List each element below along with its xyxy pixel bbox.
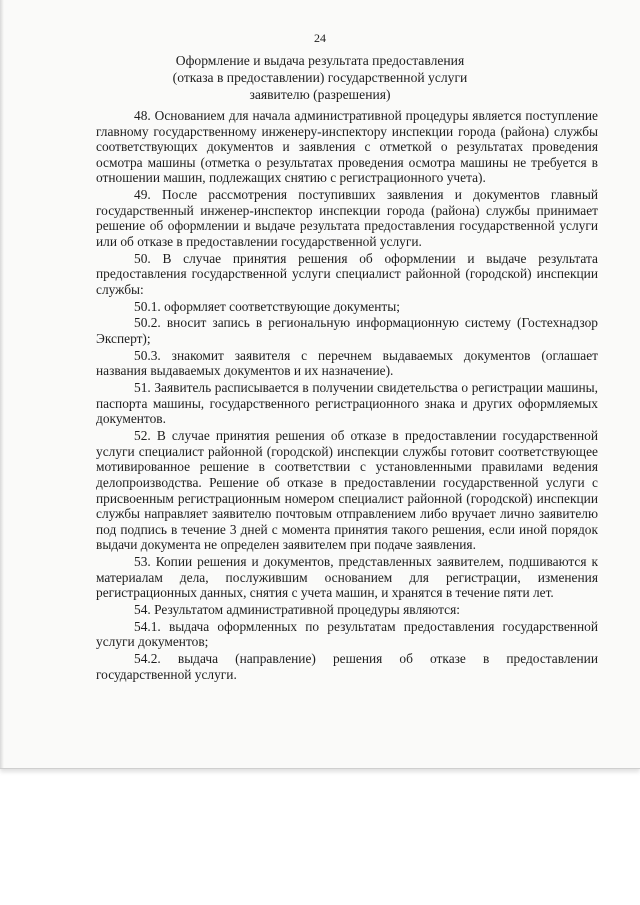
paragraph-50: 50. В случае принятия решения об оформлении и выдаче результата предоставления государственной услуги специалист районной (городской) инспекции службы:	[96, 250, 598, 297]
page-number: 24	[314, 31, 326, 45]
paragraph-50-3: 50.3. знакомит заявителя с перечнем выдаваемых документов (оглашает названия выдаваемых документов и их назначение).	[96, 347, 598, 379]
paragraph-49: 49. После рассмотрения поступивших заявления и документов главный государственный инженер-инспектор инспекции города (района) службы принимает решение об оформлении и выдаче результата предоставления государственной услуги или об отказе в предоставлении государственной услуги.	[96, 187, 598, 249]
paragraph-50-2: 50.2. вносит запись в региональную информационную систему (Гостехнадзор Эксперт);	[96, 315, 598, 347]
paragraph-51: 51. Заявитель расписывается в получении свидетельства о регистрации машины, паспорта машины, государственного регистрационного знака и других оформляемых документов.	[96, 380, 598, 427]
paragraph-53: 53. Копии решения и документов, представленных заявителем, подшиваются к материалам дела, послужившим основанием для регистрации, изменения регистрационных данных, снятия с учета машин, и хранятся в течение пяти лет.	[96, 554, 598, 601]
document-body	[96, 108, 598, 682]
section-heading	[150, 52, 490, 103]
paragraph-48: 48. Основанием для начала административной процедуры является поступление главному государственному инженеру-инспектору инспекции города (района) службы соответствующих документов и заявления с отметкой о результатах проведения осмотра машины (отметка о результатах проведения осмотра машины не требуется в отношении машин, подлежащих снятию с регистрационного учета).	[96, 108, 598, 186]
heading-line: заявителю (разрешения)	[249, 87, 391, 102]
heading-line: (отказа в предоставлении) государственной услуги	[172, 70, 468, 85]
paragraph-54: 54. Результатом административной процедуры являются:	[134, 602, 460, 618]
heading-line: Оформление и выдача результата предоставления	[175, 53, 465, 68]
paragraph-50-1: 50.1. оформляет соответствующие документы;	[134, 298, 400, 314]
paragraph-54-1: 54.1. выдача оформленных по результатам предоставления государственной услуги документов;	[96, 618, 598, 650]
paragraph-52: 52. В случае принятия решения об отказе в предоставлении государственной услуги специалист районной (городской) инспекции службы готовит соответствующее мотивированное решение в соответствии с установленными правилами ведения делопроизводства. Решение об отказе в предоставлении государственной услуги с присвоенным регистрационным номером специалист районной (городской) инспекции службы направляет заявителю почтовым отправлением либо вручает лично заявителю под подпись в течение 3 дней с момента принятия такого решения, если иной порядок выдачи документа не определен заявителем при подаче заявления.	[96, 428, 598, 553]
paragraph-54-2: 54.2. выдача (направление) решения об отказе в предоставлении государственной услуги.	[96, 651, 598, 682]
